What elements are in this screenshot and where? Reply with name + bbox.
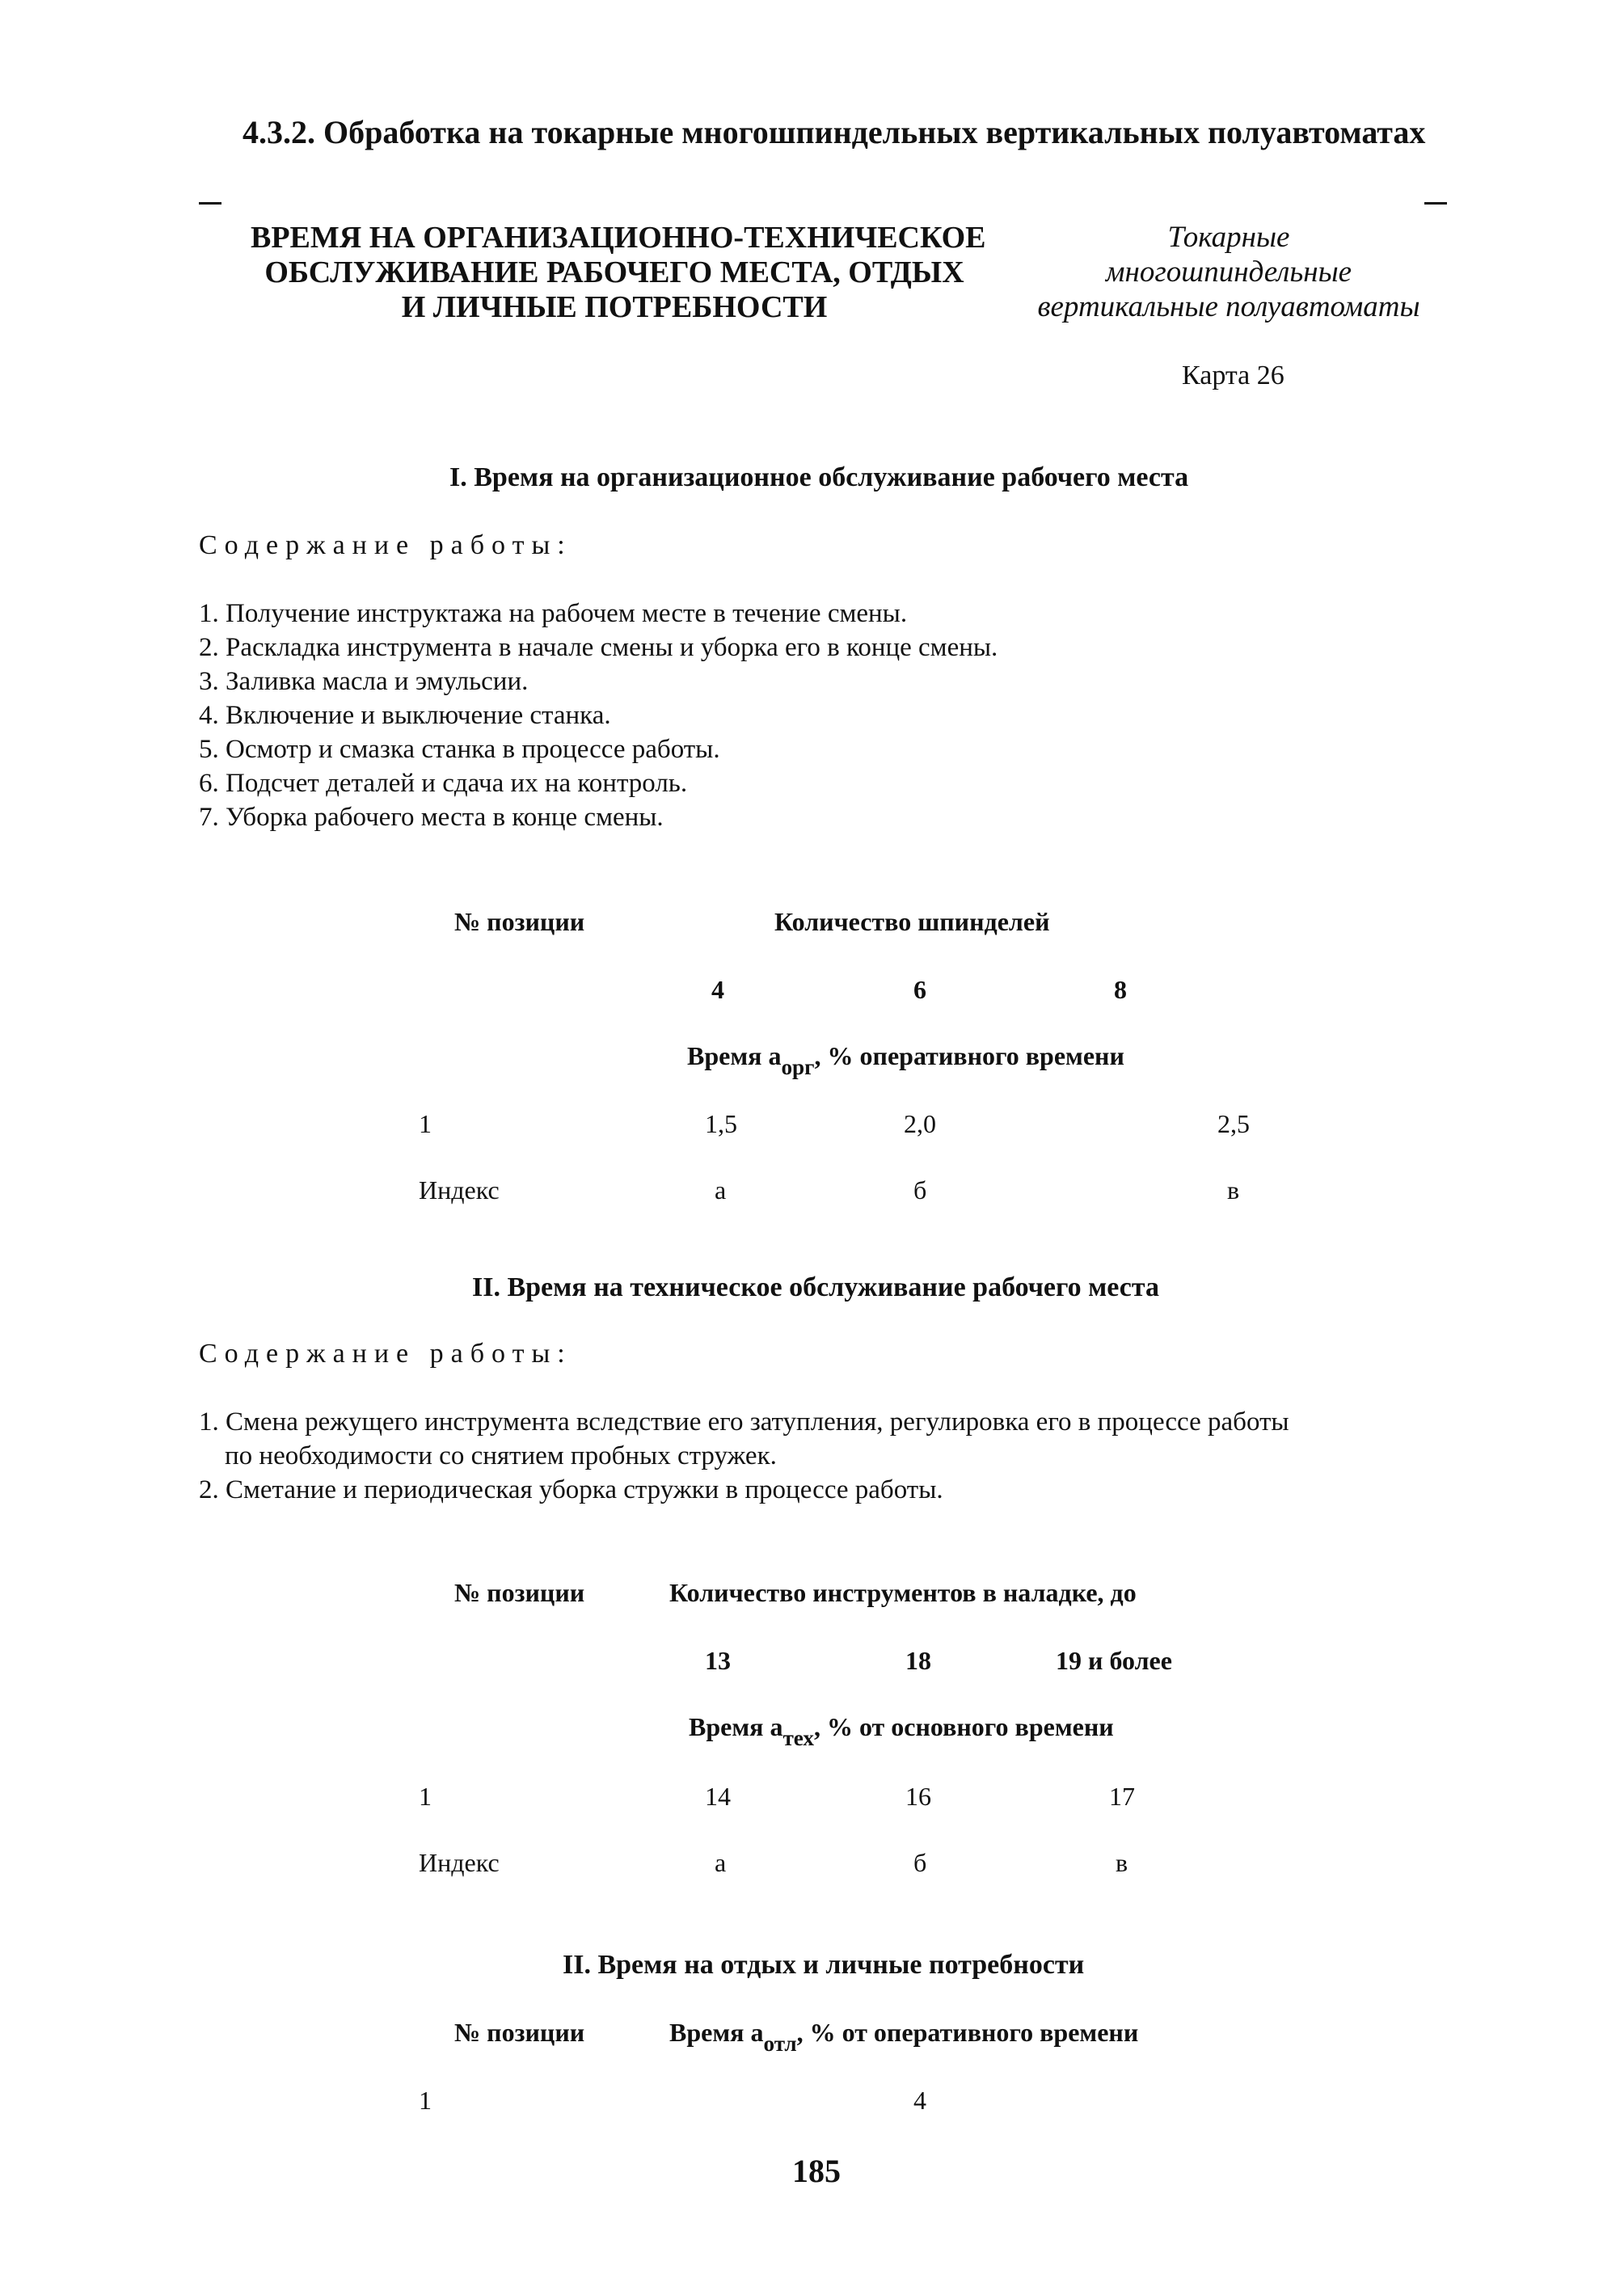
- section2-heading: II. Время на техническое обслуживание рабочего места: [472, 1272, 1159, 1302]
- t1-col-6: 6: [913, 975, 926, 1004]
- t2-index-label: Индекс: [419, 1848, 500, 1877]
- list-item: 2. Сметание и периодическая уборка стружки в процессе работы.: [199, 1475, 943, 1504]
- t1-col-4: 4: [711, 975, 724, 1004]
- list-item: 3. Заливка масла и эмульсии.: [199, 667, 529, 696]
- t1-col-8: 8: [1114, 975, 1127, 1004]
- t3-row-pos: 1: [419, 2086, 432, 2115]
- list-item: 6. Подсчет деталей и сдача их на контроль.: [199, 769, 688, 798]
- t2-col-18: 18: [905, 1646, 931, 1675]
- t2-time-label: Время $a_{тех}$, % от основного времени: [689, 1712, 1114, 1751]
- machine-type-line-1: Токарные: [1167, 221, 1290, 254]
- t2-index-b: б: [913, 1848, 927, 1877]
- t2-col-13: 13: [705, 1646, 731, 1675]
- left-dash: [199, 202, 221, 205]
- t2-group-header: Количество инструментов в наладке, до: [669, 1578, 1137, 1607]
- t3-pos-header: № позиции: [454, 2018, 585, 2047]
- t2-value-b: 16: [905, 1782, 931, 1811]
- header-title-line-3: И ЛИЧНЫЕ ПОТРЕБНОСТИ: [401, 290, 828, 324]
- t1-row-pos: 1: [419, 1109, 432, 1138]
- t3-time-label: Время $a_{отл}$, % от оперативного времени: [669, 2018, 1139, 2057]
- t1-index-c: в: [1227, 1175, 1240, 1205]
- list-item: 5. Осмотр и смазка станка в процессе работы.: [199, 735, 720, 764]
- t1-time-label: Время $a_{орг}$, % оперативного времени: [687, 1041, 1124, 1080]
- t1-index-b: б: [913, 1175, 927, 1205]
- t3-value: 4: [913, 2086, 926, 2115]
- header-title-line-1: ВРЕМЯ НА ОРГАНИЗАЦИОННО-ТЕХНИЧЕСКОЕ: [251, 221, 986, 255]
- t1-pos-header: № позиции: [454, 907, 585, 936]
- page-number: 185: [792, 2153, 841, 2189]
- t1-value-b: 2,0: [904, 1109, 936, 1138]
- list-item: 1. Получение инструктажа на рабочем месте в течение смены.: [199, 599, 908, 628]
- t2-index-a: а: [715, 1848, 727, 1877]
- section1-list: [199, 597, 998, 834]
- list-item: 1. Смена режущего инструмента вследствие его затупления, регулировка его в процессе работы: [199, 1407, 1289, 1437]
- t2-value-a: 14: [705, 1782, 731, 1811]
- section1-heading: I. Время на организационное обслуживание рабочего места: [449, 462, 1189, 492]
- section1-content-label: Содержание работы:: [199, 530, 572, 560]
- t2-col-19: 19 и более: [1056, 1646, 1172, 1675]
- t1-value-a: 1,5: [705, 1109, 737, 1138]
- t2-index-c: в: [1116, 1848, 1128, 1877]
- right-dash: [1424, 202, 1447, 205]
- machine-type-line-3: вертикальные полуавтоматы: [1037, 290, 1420, 323]
- t2-value-c: 17: [1109, 1782, 1135, 1811]
- machine-type-line-2: многошпиндельные: [1105, 255, 1352, 289]
- list-item: 4. Включение и выключение станка.: [199, 701, 611, 730]
- t2-row-pos: 1: [419, 1782, 432, 1811]
- list-item: 2. Раскладка инструмента в начале смены и уборка его в конце смены.: [199, 633, 998, 662]
- list-item: по необходимости со снятием пробных стружек.: [225, 1441, 777, 1470]
- section2-content-label: Содержание работы:: [199, 1339, 572, 1369]
- header-title-line-2: ОБСЛУЖИВАНИЕ РАБОЧЕГО МЕСТА, ОТДЫХ: [264, 255, 964, 289]
- t2-pos-header: № позиции: [454, 1578, 585, 1607]
- t1-index-label: Индекс: [419, 1175, 500, 1205]
- list-item: 7. Уборка рабочего места в конце смены.: [199, 803, 664, 832]
- card-number: Карта 26: [1182, 361, 1284, 390]
- t1-value-c: 2,5: [1217, 1109, 1250, 1138]
- t1-index-a: а: [715, 1175, 727, 1205]
- section2-list: [199, 1405, 1289, 1507]
- page-title: 4.3.2. Обработка на токарные многошпиндельных вертикальных полуавтоматах: [243, 114, 1426, 150]
- t1-group-header: Количество шпинделей: [774, 907, 1050, 936]
- section3-heading: II. Время на отдых и личные потребности: [563, 1950, 1085, 1980]
